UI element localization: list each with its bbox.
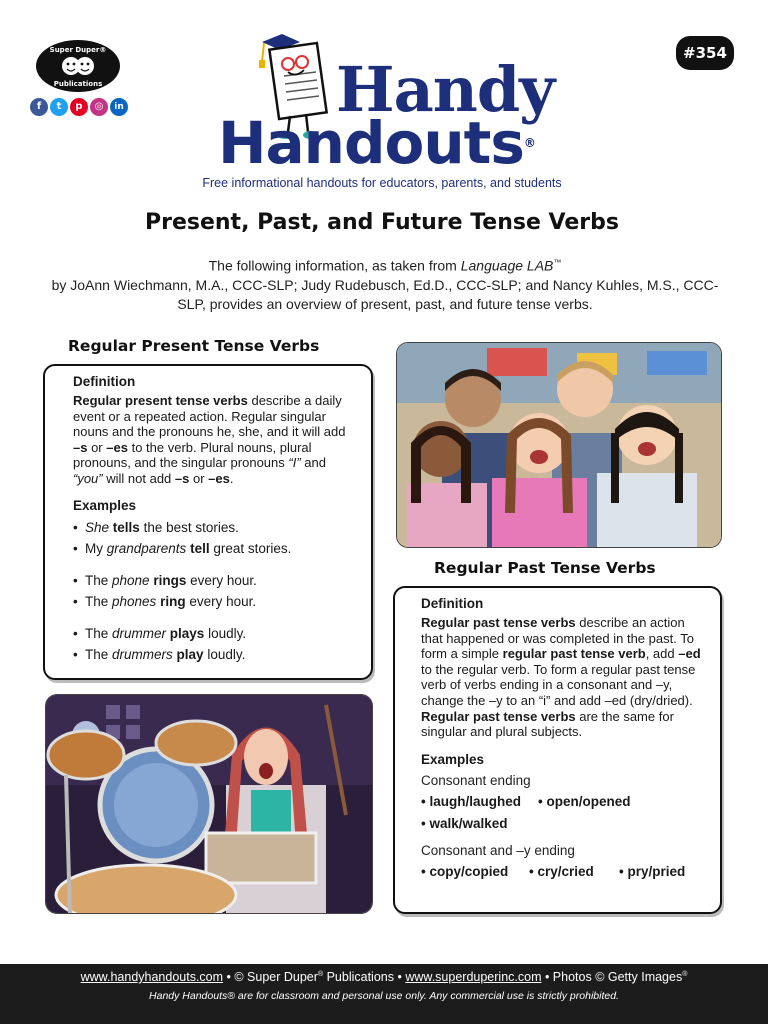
instagram-icon[interactable]: ◎ [90,98,108,116]
list-item: • pry/pried [619,863,686,879]
consonant-ending-label: Consonant ending [421,772,531,788]
list-item: • The drummer plays loudly. [73,623,355,644]
present-tense-box [43,364,373,680]
list-item: • My grandparents tell great stories. [73,538,355,559]
children-photo-image [397,343,722,548]
present-examples-group-2 [73,570,355,612]
list-item: • walk/walked [421,815,508,831]
present-definition: Regular present tense verbs describe a daily event or a repeated action. Regular singular nouns and the pronouns he, she, and it will add –s or –es to the verb. Plural nouns, plural pronouns, and the singular pronouns “I” and “you” will not add –s or –es. [73,393,346,486]
footer [0,964,768,1024]
logo-faces-icon [60,54,96,78]
source-title: Language LAB [460,257,554,274]
present-examples-group-1 [73,517,355,559]
consonant-pairs-row-1 [421,791,706,813]
children-laughing-photo [396,342,722,548]
twitter-icon[interactable]: t [50,98,68,116]
present-examples-group-3 [73,623,355,665]
past-tense-box [393,586,722,914]
y-ending-label: Consonant and –y ending [421,842,575,858]
logo-line1: Super Duper® [49,46,107,54]
list-item: • copy/copied [421,863,509,879]
list-item: • laugh/laughed [421,793,521,809]
present-definition-label: Definition [73,374,136,389]
superduperinc-link[interactable]: www.superduperinc.com [405,970,542,984]
past-examples-label: Examples [421,751,485,767]
list-item: • open/opened [538,793,631,809]
present-examples-label: Examples [73,497,137,513]
brand-handouts: Handouts® [218,109,535,177]
intro-text: The following information, as taken from Language LAB™ by JoAnn Wiechmann, M.A., CCC-SLP; Judy Rudebusch, Ed.D., CCC-SLP; and Nancy Kuhles, M.S., CCC-SLP, provides an overview of present, past, and future tense verbs. [51,257,719,312]
consonant-pairs-row-2 [421,813,706,835]
list-item: • The drummers play loudly. [73,644,355,665]
facebook-icon[interactable]: f [30,98,48,116]
pinterest-icon[interactable]: p [70,98,88,116]
brand-handy: Handy [336,53,555,126]
footer-disclaimer: Handy Handouts® are for classroom and personal use only. Any commercial use is strictly prohibited. [149,990,619,1002]
super-duper-logo [36,40,120,92]
past-definition: Regular past tense verbs describe an action that happened or was completed in the past. To form a simple regular past tense verb, add –ed to the regular verb. To form a regular past tense verb of verbs ending in a consonant and –y, change the –y to an “i” and add –ed (dry/dried). Regular past tense verbs are the same for singular and plural subjects. [421,615,701,740]
logo-line2: Publications [53,80,103,88]
list-item: • The phone rings every hour. [73,570,355,591]
linkedin-icon[interactable]: in [110,98,128,116]
handyhandouts-link[interactable]: www.handyhandouts.com [80,970,224,984]
list-item: • The phones ring every hour. [73,591,355,612]
handout-number-badge: #354 [676,36,734,70]
girl-drummer-photo [45,694,373,914]
tagline: Free informational handouts for educators, parents, and students [202,176,562,190]
drummer-photo-image [46,695,373,914]
list-item: • cry/cried [529,863,594,879]
past-definition-label: Definition [421,596,484,611]
footer-credits: www.handyhandouts.com • © Super Duper® Publications • www.superduperinc.com • Photos © Getty Images® [80,970,688,984]
list-item: • She tells the best stories. [73,517,355,538]
past-tense-heading: Regular Past Tense Verbs [434,559,656,577]
y-pairs-row [421,861,706,883]
page-title: Present, Past, and Future Tense Verbs [144,210,619,235]
present-tense-heading: Regular Present Tense Verbs [68,337,320,355]
